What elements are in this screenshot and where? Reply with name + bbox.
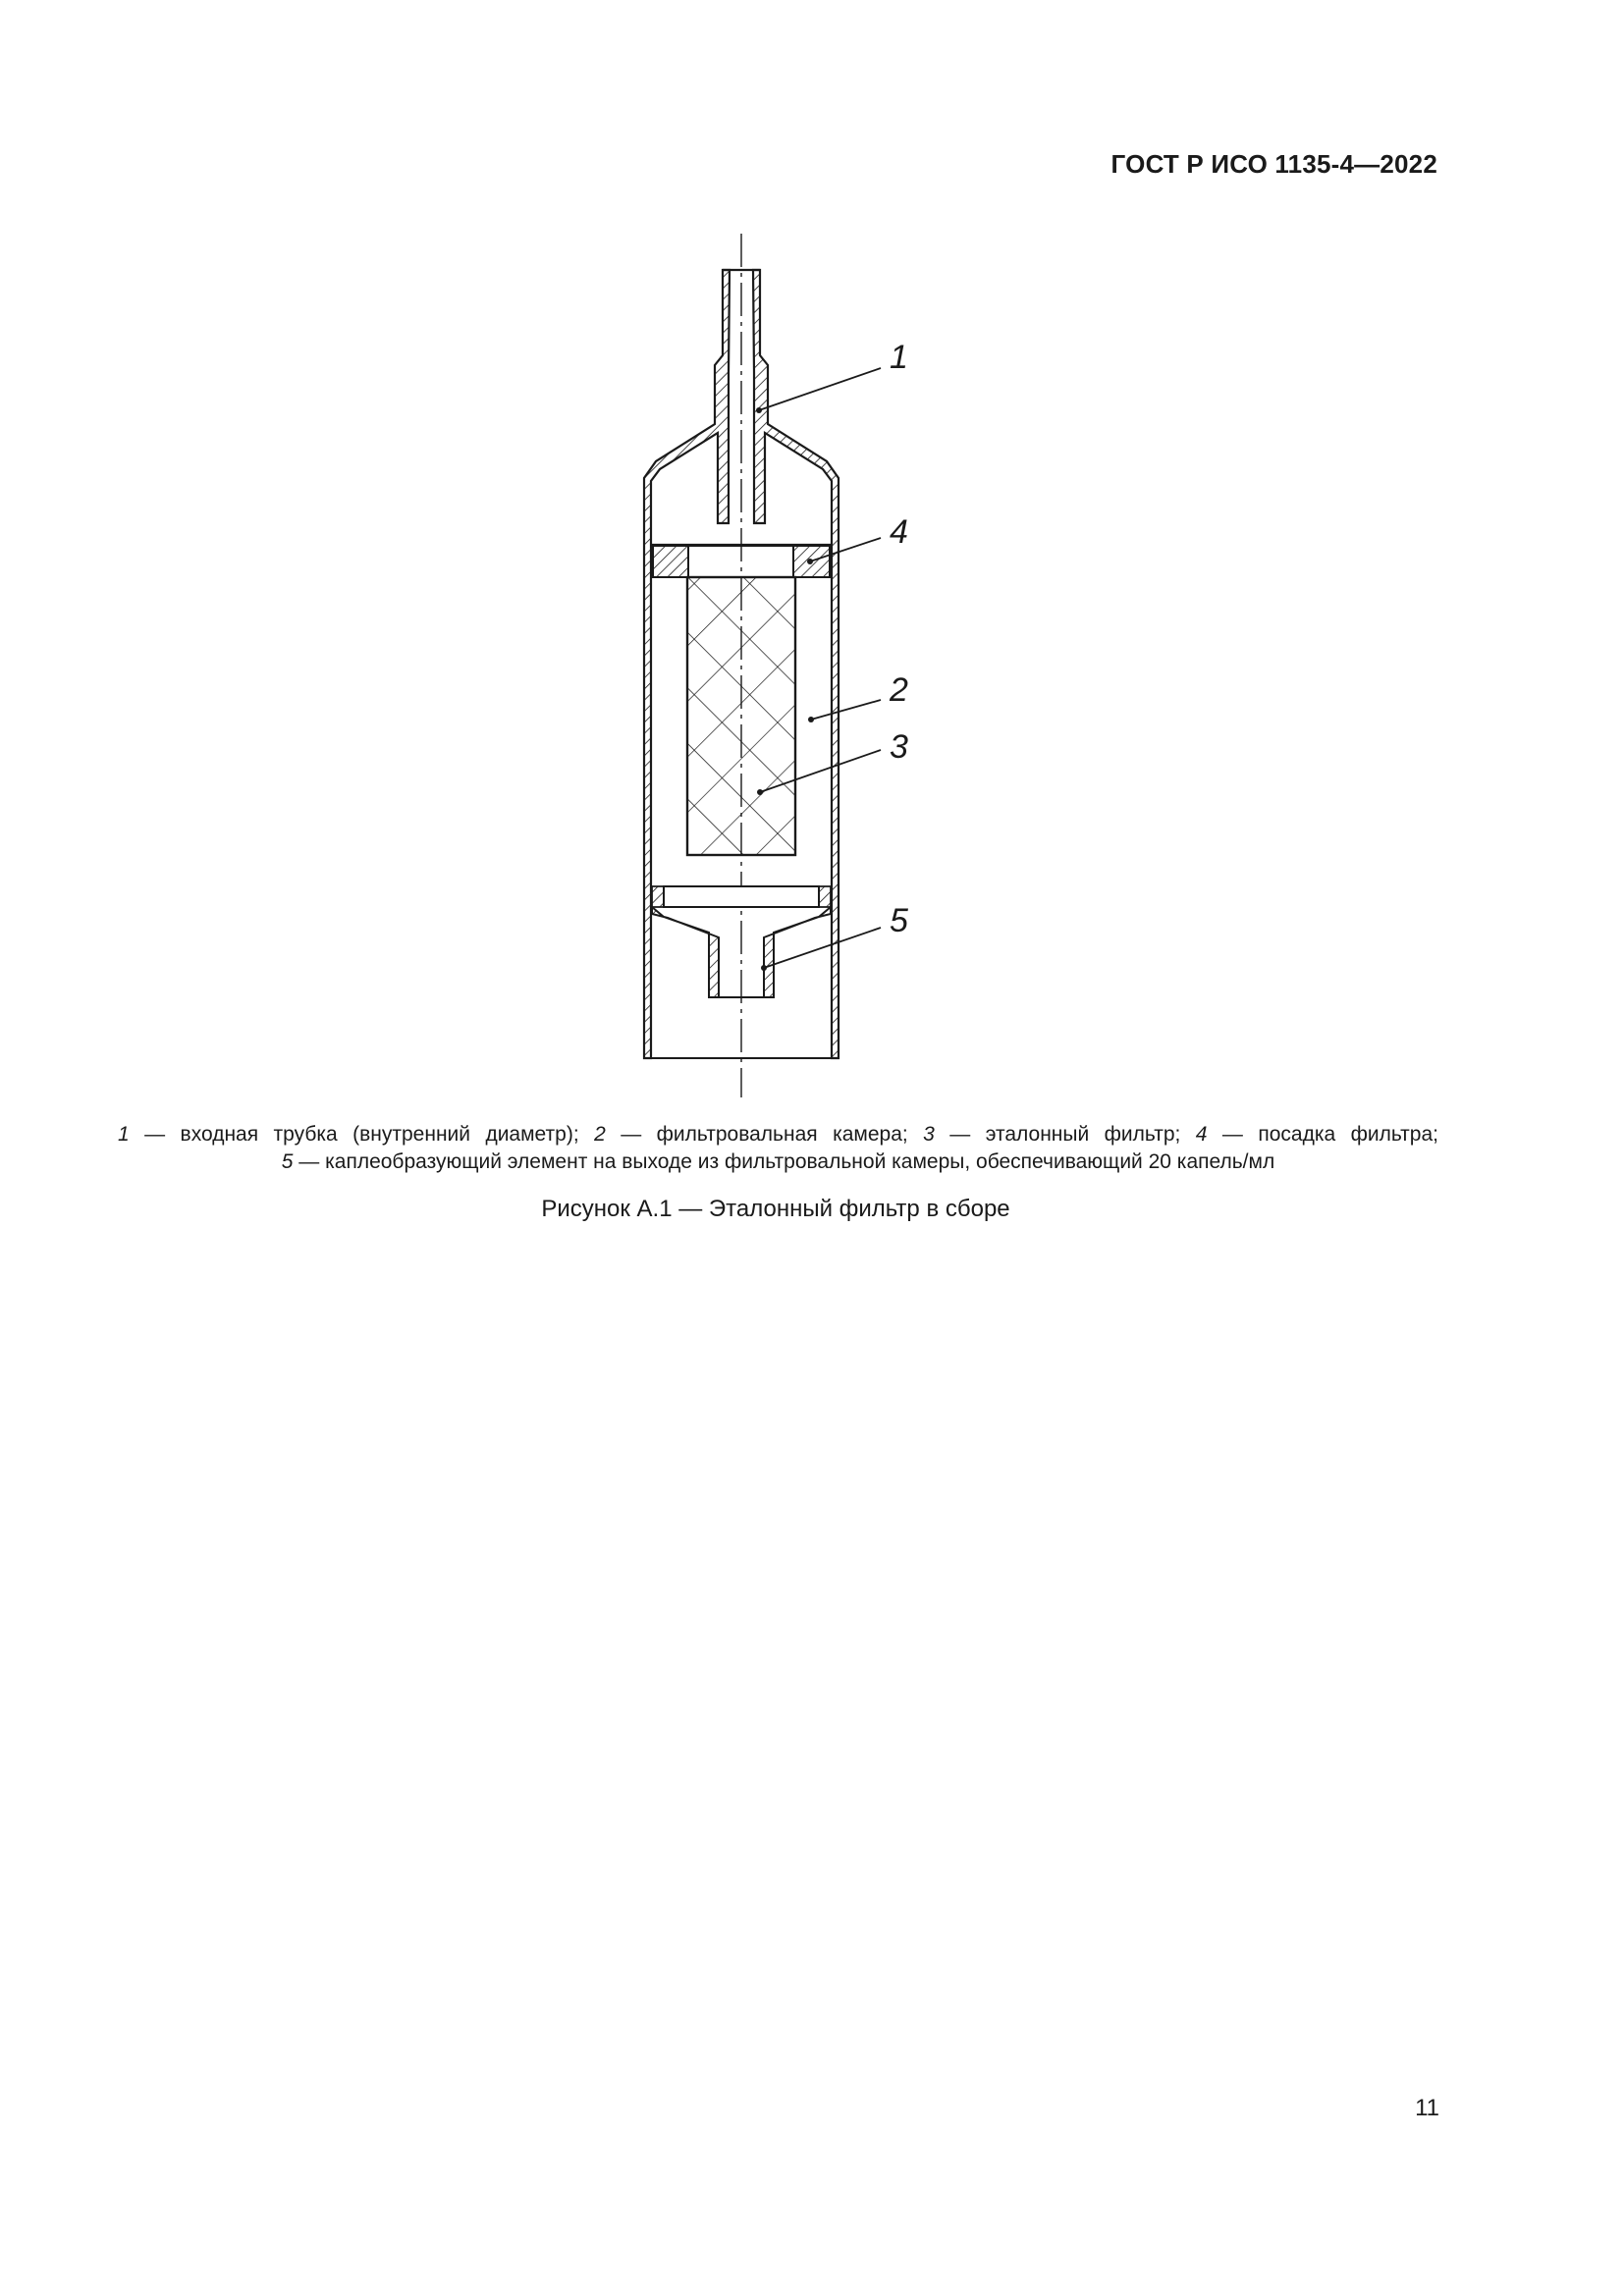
callout-1: 1 — [890, 339, 908, 376]
page-number: 11 — [1415, 2095, 1439, 2121]
legend-num-2: 2 — [594, 1123, 606, 1146]
callout-5: 5 — [890, 902, 908, 939]
callout-4: 4 — [890, 513, 908, 551]
filter-assembly-drawing — [0, 0, 1624, 1099]
legend-num-5: 5 — [281, 1150, 294, 1173]
legend-num-3: 3 — [923, 1123, 935, 1146]
figure-caption: Рисунок А.1 — Эталонный фильтр в сборе — [541, 1196, 1010, 1222]
callout-3: 3 — [890, 728, 908, 766]
document-header: ГОСТ Р ИСО 1135-4—2022 — [1110, 149, 1437, 179]
legend-num-4: 4 — [1195, 1123, 1208, 1146]
callout-2: 2 — [890, 671, 908, 709]
legend-num-1: 1 — [118, 1123, 130, 1146]
figure-legend — [118, 1121, 1438, 1176]
legend-line-2 — [118, 1148, 1438, 1176]
legend-text-3: — эталонный фильтр; — [934, 1123, 1196, 1146]
legend-text-1: — входная трубка (внутренний диаметр); — [129, 1123, 595, 1146]
legend-text-5: — каплеобразующий элемент на выходе из фильтровальной камеры, обеспечивающий 20 капель/мл — [293, 1150, 1275, 1173]
legend-text-2: — фильтровальная камера; — [605, 1123, 924, 1146]
reference-filter — [687, 577, 795, 855]
legend-text-4: — посадка фильтра; — [1207, 1123, 1438, 1146]
legend-line-1 — [118, 1121, 1438, 1148]
